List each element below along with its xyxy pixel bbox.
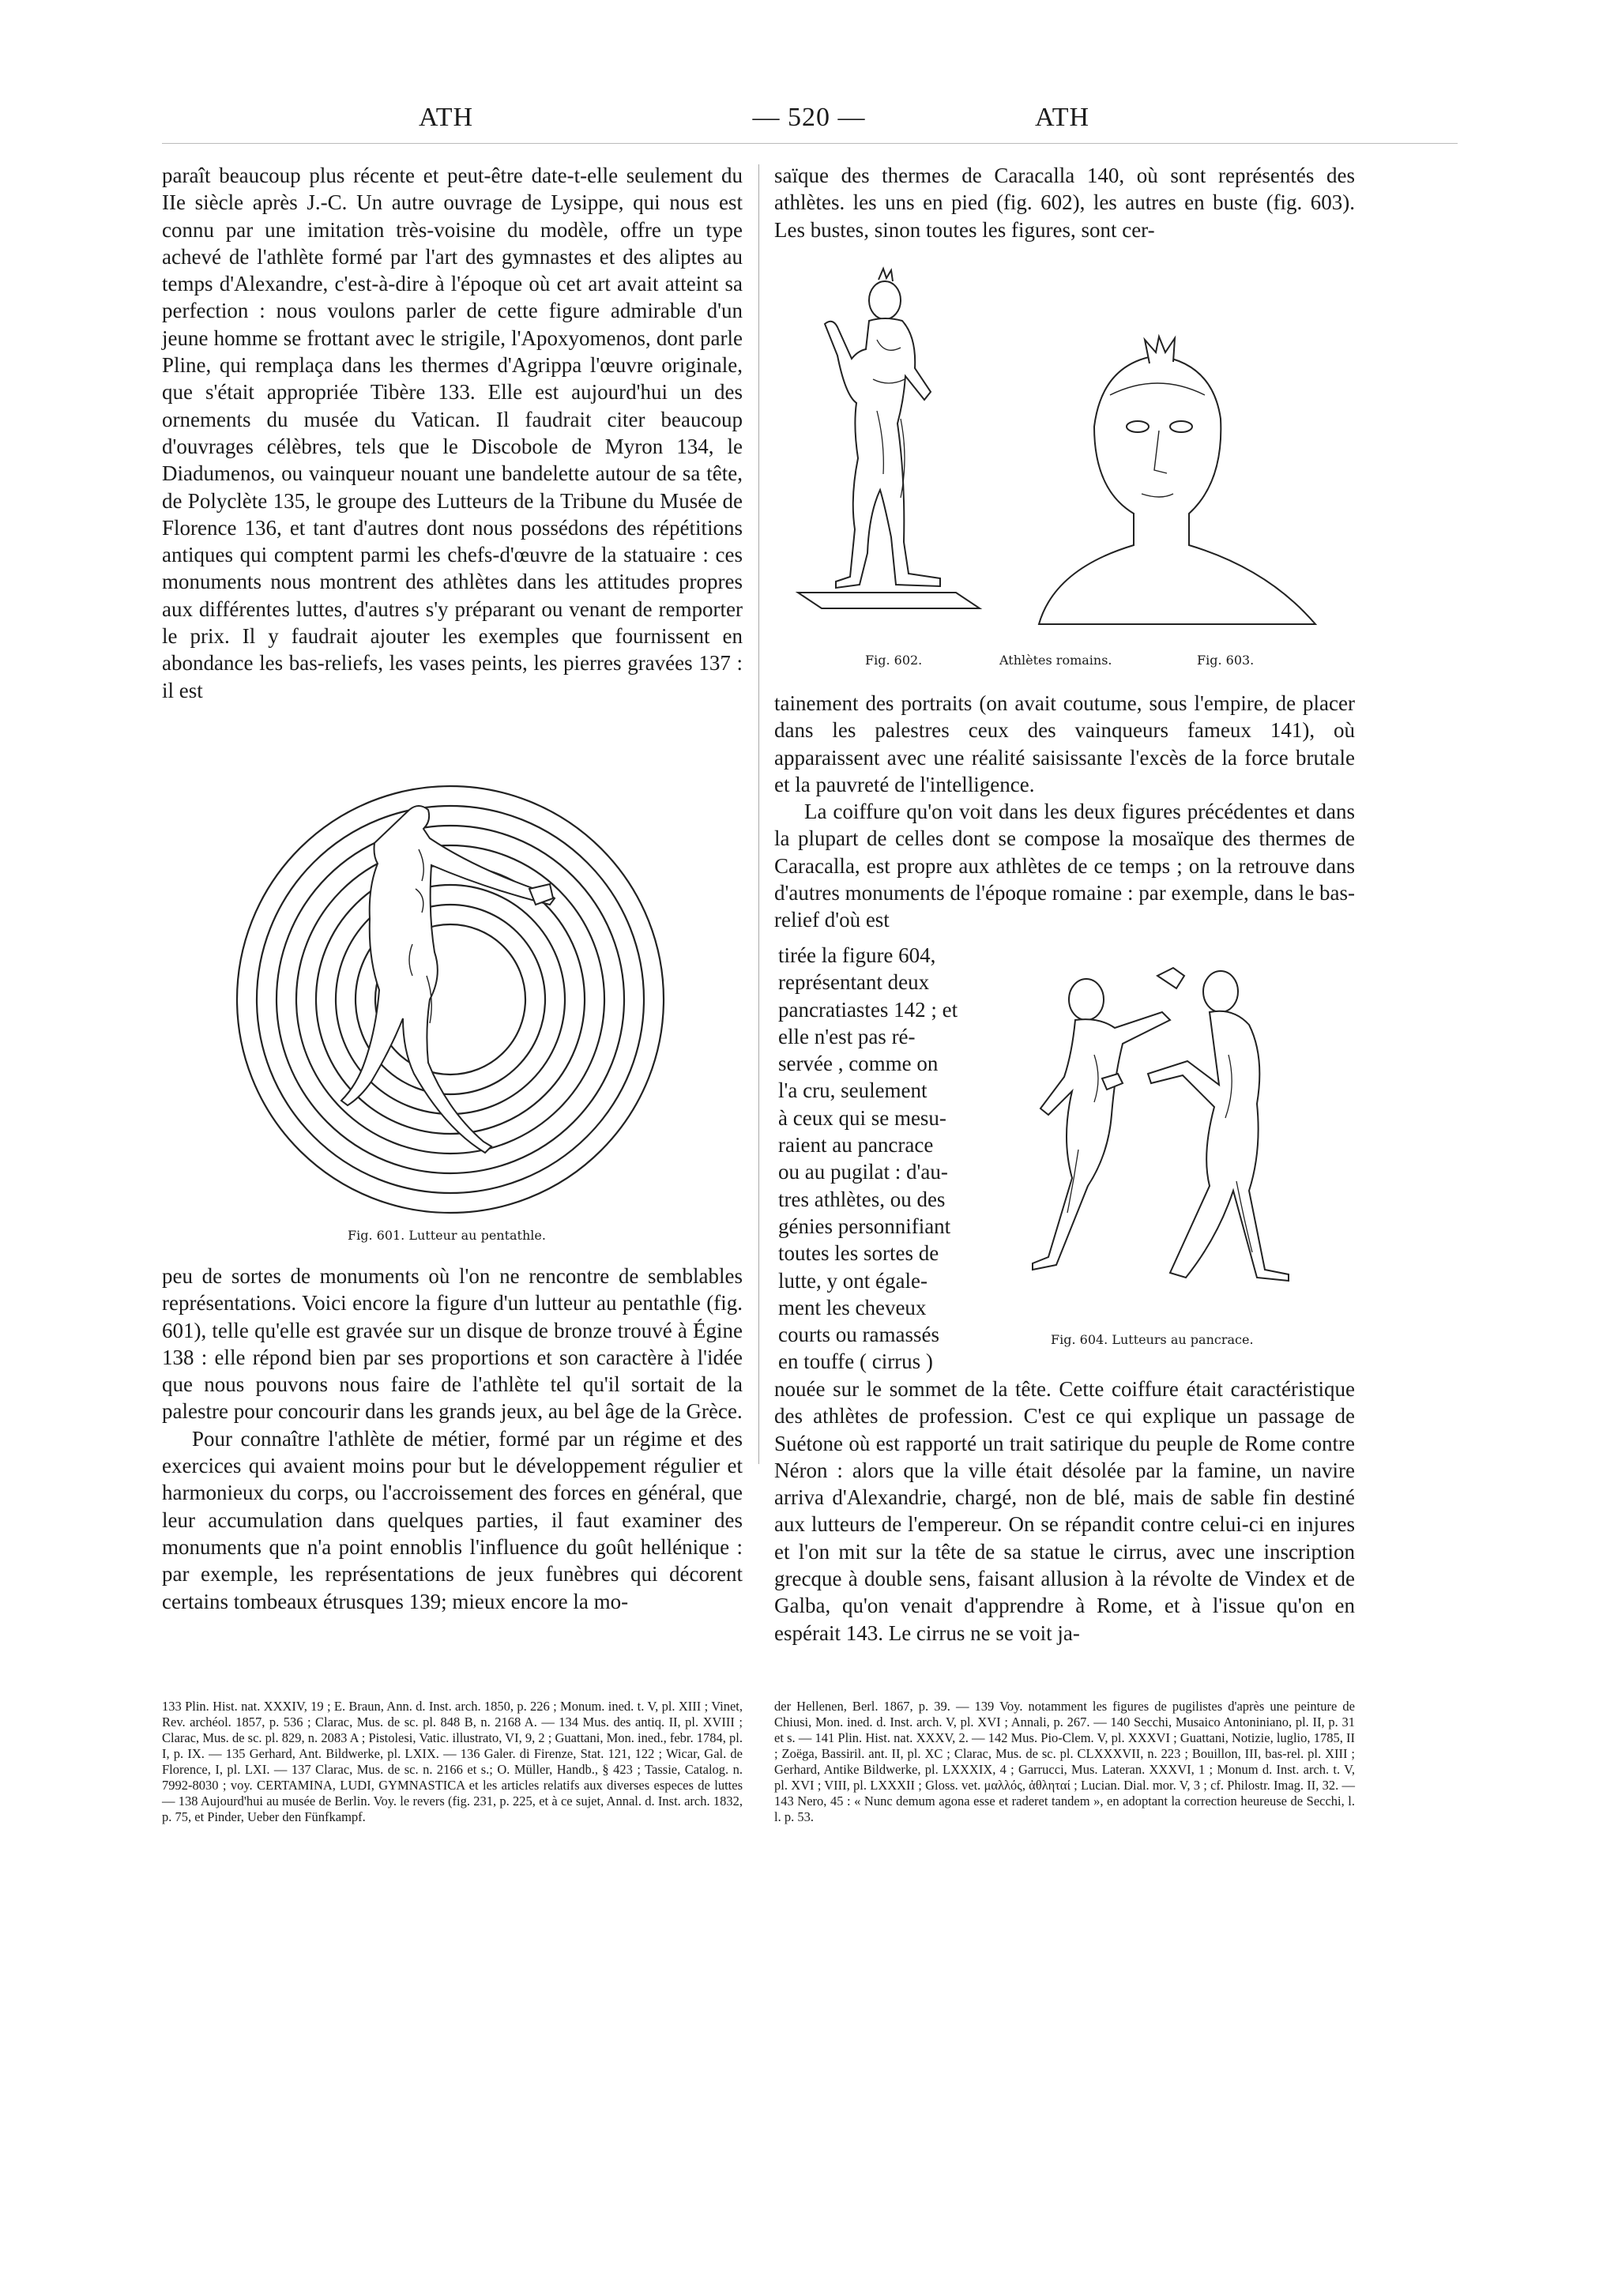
paragraph: nouée sur le sommet de la tête. Cette coiffure était caractéristique des athlètes de profession. C'est ce qui explique un passage de Suétone où est rapporté un trait satirique du peuple de Rome contre Néron : alors que la ville était désolée par la famine, un navire arriva d'Alexandrie, chargé, non de blé, mais de sable fin destiné aux lutteurs de l'empereur. On se répandit contre celui-ci en injures et l'on mit sur la tête de sa statue le cirrus, avec une inscription grecque à double sens, faisant allusion à la révolte de Vindex et de Galba, qu'on venait d'apprendre à Rome, et à l'issue qu'on en espérait 143. Le cirrus ne se voit ja- — [774, 1377, 1355, 1645]
header-rule — [162, 143, 1458, 144]
paragraph: saïque des thermes de Caracalla 140, où sont représentés des athlètes. les uns en pied (fig. 602), les autres en buste (fig. 603). Les bustes, sinon toutes les figures, sont cer- — [774, 164, 1355, 242]
paragraph: Pour connaître l'athlète de métier, formé par un régime et des exercices qui avaient moins pour but le développement régulier et harmonieux du corps, ou l'accroissement des forces en général, que leur accumulation dans quelques parties, il faut examiner des monuments que n'a point ennoblis l'influence du goût hellénique : par exemple, les représentations de jeux funèbres qui décorent certains tombeaux étrusques 139; mieux encore la mo- — [162, 1426, 743, 1613]
column-divider — [758, 164, 759, 1464]
footnotes-right — [774, 1699, 1355, 1825]
right-column-bottom — [774, 1376, 1355, 1647]
figure-601-disc — [229, 778, 672, 1221]
text-line: ment les cheveux — [778, 1295, 927, 1319]
figure-604-wrestlers — [999, 960, 1331, 1323]
text-line: à ceux qui se mesu- — [778, 1105, 946, 1130]
figure-601-caption: Fig. 601. Lutteur au pentathle. — [348, 1228, 546, 1243]
text-line: génies personnifiant — [778, 1214, 951, 1238]
text-line: ou au pugilat : d'au- — [778, 1160, 948, 1184]
figure-602-caption: Fig. 602. — [865, 653, 923, 668]
footnote-text: der Hellenen, Berl. 1867, p. 39. — 139 Voy. notamment les figures de pugilistes d'après une peinture de Chiusi, Mon. ined. d. Inst. arch. V, pl. XVI ; Annali, p. 267. — 140 Secchi, Musaico Antoniniano, pl. II, p. 31 et s. — 141 Plin. Hist. nat. XXXV, 2. — 142 Mus. Pio-Clem. V, pl. XXXVI ; Guattani, Notizie, luglio, 1785, II ; Zoëga, Bassiril. ant. II, pl. XC ; Clarac, Mus. de sc. pl. CLXXXVII, n. 223 ; Bouillon, III, bas-rel. pl. XIII ; Gerhard, Antike Bildwerke, pl. LXXXIX, 4 ; Garrucci, Mus. Lateran. XXXVI, 1 ; Monum d. Inst. arch. t. V, pl. XVI ; VIII, pl. LXXXII ; Gloss. vet. μαλλός, ἀθληταί ; Lucian. Dial. mor. V, 3 ; cf. Philostr. Imag. II, 32. — 143 Nero, 45 : « Nunc demum agona esse et raderet tandem », en adoptant la correction heureuse de Secchi, l. l. p. 53. — [774, 1699, 1355, 1824]
text-line: courts ou ramassés — [778, 1323, 939, 1347]
figure-603-bust — [1031, 332, 1347, 632]
paragraph: peu de sortes de monuments où l'on ne rencontre de semblables représentations. Voici encore la figure d'un lutteur au pentathle (fig. 601), telle qu'elle est gravée sur un disque de bronze trouvé à Égine 138 : elle répond bien par ses proportions et son caractère à l'idée que nous pouvons nous faire de l'athlète tel qu'il sortait de la palestre pour concourir dans les grands jeux, au bel âge de la Grèce. — [162, 1264, 743, 1424]
text-line: en touffe ( cirrus ) — [778, 1349, 933, 1374]
page-header — [0, 103, 1618, 134]
figure-603-caption: Fig. 603. — [1197, 653, 1255, 668]
text-line: l'a cru, seulement — [778, 1078, 928, 1103]
text-line: pancratiastes 142 ; et — [778, 997, 958, 1022]
right-column-narrow — [778, 942, 999, 1376]
left-column-top — [162, 162, 743, 704]
text-line: représentant deux — [778, 970, 930, 995]
running-head-left: ATH — [419, 103, 474, 132]
left-column-bottom — [162, 1263, 743, 1615]
right-column-top — [774, 162, 1355, 243]
right-column-middle — [774, 690, 1355, 934]
footnote-text: 133 Plin. Hist. nat. XXXIV, 19 ; E. Braun, Ann. d. Inst. arch. 1850, p. 226 ; Monum. ined. t. V, pl. XIII ; Vinet, Rev. archéol. 1857, p. 536 ; Clarac, Mus. de sc. pl. 848 B, n. 2168 A. — 134 Mus. des antiq. II, pl. XVIII ; Clarac, Mus. de sc. pl. 829, n. 2083 A ; Pistolesi, Vatic. illustrato, VI, 9, 2 ; Guattani, Mon. ined., febr. 1784, pl. I, p. IX. — 135 Gerhard, Ant. Bildwerke, pl. LXIX. — 136 Galer. di Firenze, Stat. 121, 122 ; Wicar, Gal. de Florence, I, pl. LXI. — 137 Clarac, Mus. de sc. n. 2166 et s.; O. Müller, Handb., § 423 ; Tassie, Catalog. n. 7992-8030 ; voy. CERTAMINA, LUDI, GYMNASTICA et les articles relatifs aux diverses especes de luttes — 138 Aujourd'hui au musée de Berlin. Voy. le revers (fig. 231, p. 225, et à ce sujet, Annal. d. Inst. arch. 1832, p. 75, et Pinder, Ueber den Fünfkampf. — [162, 1699, 743, 1824]
text-line: tres athlètes, ou des — [778, 1187, 946, 1211]
figure-604-caption: Fig. 604. Lutteurs au pancrace. — [1051, 1332, 1254, 1347]
paragraph: La coiffure qu'on voit dans les deux figures précédentes et dans la plupart de celles dont se compose la mosaïque des thermes de Caracalla, est propre aux athlètes de ce temps ; on la retrouve dans d'autres monuments de l'époque romaine : par exemple, dans le bas-relief d'où est — [774, 800, 1355, 932]
footnotes-left — [162, 1699, 743, 1825]
text-line: elle n'est pas ré- — [778, 1024, 916, 1048]
text-line: tirée la figure 604, — [778, 943, 936, 967]
text-line: toutes les sortes de — [778, 1241, 939, 1266]
text-line: lutte, y ont égale- — [778, 1268, 928, 1293]
text-line: servée , comme on — [778, 1052, 939, 1076]
paragraph: tainement des portraits (on avait coutume, sous l'empire, de placer dans les palestres ceux des vainqueurs fameux 141), où apparaissent avec une réalité saisissante l'excès de la force brutale et la pauvreté de l'intelligence. — [774, 691, 1355, 796]
figure-602-athlete — [790, 253, 995, 648]
text-line: raient au pancrace — [778, 1133, 934, 1157]
running-head-right: ATH — [1035, 103, 1090, 132]
page-number: — 520 — — [752, 103, 866, 132]
figures-602-603-caption: Athlètes romains. — [999, 653, 1112, 668]
paragraph: paraît beaucoup plus récente et peut-être date-t-elle seulement du IIe siècle après J.-C. Un autre ouvrage de Lysippe, qui nous est connu par une imitation très-voisine du modèle, offre un type achevé de l'athlète formé par l'art des gymnastes et des aliptes au temps d'Alexandre, c'est-à-dire à l'époque où cet art avait atteint sa perfection : nous voulons parler de cette figure admirable d'un jeune homme se frottant avec le strigile, l'Apoxyomenos, dont parle Pline, qui remplaça dans les thermes d'Agrippa l'œuvre originale, que s'était appropriée Tibère 133. Elle est aujourd'hui un des ornements du musée du Vatican. Il faudrait citer beaucoup d'ouvrages célèbres, tels que le Discobole de Myron 134, le Diadumenos, ou vainqueur nouant une bandelette autour de sa tête, de Polyclète 135, le groupe des Lutteurs de la Tribune du Musée de Florence 136, et tant d'autres dont nous possédons des répétitions antiques qui comptent parmi les chefs-d'œuvre de la statuaire : ces monuments nous montrent des athlètes dans les attitudes propres aux différentes luttes, d'autres s'y préparant ou venant de remporter le prix. Il y faudrait ajouter les exemples que fournissent en abondance les bas-reliefs, les vases peints, les pierres gravées 137 : il est — [162, 164, 743, 702]
